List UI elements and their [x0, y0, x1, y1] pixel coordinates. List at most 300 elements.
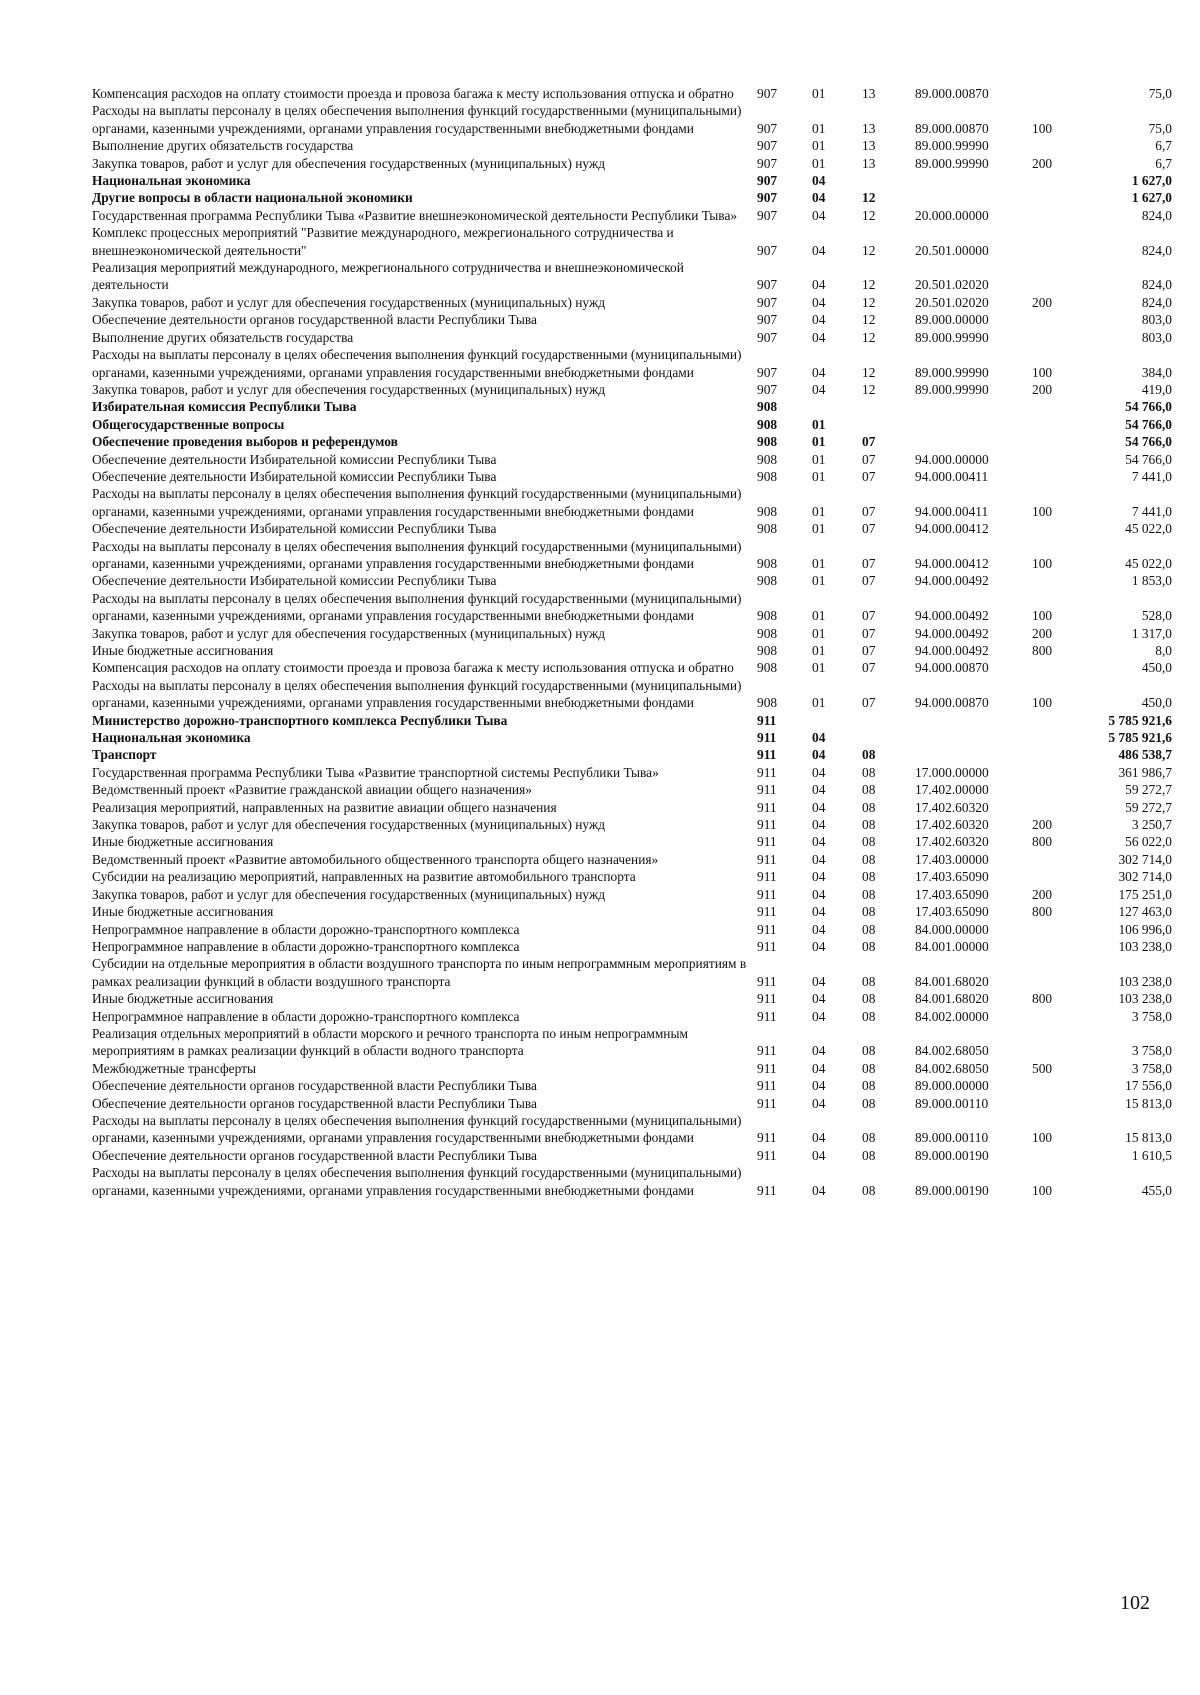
table-row	[92, 572, 1172, 589]
row-name: Государственная программа Республики Тыва «Развитие внешнеэкономической деятельности Республики Тыва»	[92, 207, 738, 223]
row-expense-type: 100	[1032, 695, 1053, 711]
row-target-article: 89.000.99990	[915, 155, 989, 171]
row-grbs-code: 911	[757, 851, 777, 867]
row-grbs-code: 911	[757, 869, 777, 885]
table-row	[92, 468, 1172, 485]
row-section-code: 01	[812, 451, 826, 467]
row-section-code: 01	[812, 416, 826, 432]
row-grbs-code: 911	[757, 973, 777, 989]
row-expense-type	[1032, 659, 1077, 676]
table-row	[92, 85, 1172, 102]
table-row	[92, 990, 1172, 1007]
row-grbs-code: 907	[757, 364, 778, 380]
row-expense-type	[1032, 799, 1077, 816]
row-expense-type: 100	[1032, 503, 1053, 519]
row-expense-type: 100	[1032, 364, 1053, 380]
row-section-code: 01	[812, 555, 826, 571]
row-target-article	[915, 712, 1032, 729]
row-grbs-code: 911	[757, 1147, 777, 1163]
row-grbs-code: 911	[757, 991, 777, 1007]
row-section-code: 04	[812, 904, 826, 920]
row-grbs-code: 907	[757, 138, 778, 154]
row-section-code: 04	[812, 207, 826, 223]
row-amount: 59 272,7	[1125, 782, 1172, 798]
row-amount: 17 556,0	[1125, 1078, 1172, 1094]
row-section-code: 01	[812, 643, 826, 658]
row-grbs-code: 911	[757, 817, 777, 833]
row-target-article: 89.000.00870	[915, 86, 989, 101]
row-target-article: 94.000.00492	[915, 643, 989, 658]
row-target-article: 17.000.00000	[915, 764, 989, 780]
row-expense-type	[1032, 572, 1077, 589]
row-grbs-code: 911	[757, 886, 777, 902]
row-subsection-code: 13	[862, 120, 876, 136]
row-subsection-code: 08	[862, 869, 876, 885]
row-grbs-code: 911	[757, 1182, 777, 1198]
row-target-article: 94.000.00000	[915, 451, 989, 467]
row-subsection-code: 07	[862, 625, 876, 641]
row-name: Расходы на выплаты персоналу в целях обеспечения выполнения функций государственными (муниципальными) органами, казенными учреждениями, органами управления государственными внебюджетными фондами	[92, 1165, 742, 1198]
row-amount: 15 813,0	[1125, 1095, 1172, 1111]
row-section-code: 04	[812, 1078, 826, 1094]
row-subsection-code	[862, 729, 915, 746]
table-row	[92, 781, 1172, 798]
row-expense-type: 800	[1032, 991, 1053, 1007]
row-name: Закупка товаров, работ и услуг для обеспечения государственных (муниципальных) нужд	[92, 155, 606, 171]
row-section-code: 04	[812, 991, 826, 1007]
row-name: Расходы на выплаты персоналу в целях обеспечения выполнения функций государственными (муниципальными) органами, казенными учреждениями, органами управления государственными внебюджетными фондами	[92, 103, 742, 136]
row-subsection-code: 08	[862, 973, 876, 989]
row-expense-type	[1032, 1008, 1077, 1025]
row-expense-type	[1032, 329, 1077, 346]
row-expense-type	[1032, 938, 1077, 955]
row-subsection-code: 07	[862, 695, 876, 711]
row-subsection-code: 12	[862, 207, 876, 223]
row-section-code: 04	[812, 782, 826, 798]
row-target-article: 17.403.00000	[915, 851, 989, 867]
row-subsection-code	[862, 398, 915, 415]
row-subsection-code: 08	[862, 799, 876, 815]
row-target-article	[915, 746, 1032, 763]
row-expense-type	[1032, 1077, 1077, 1094]
row-amount: 3 758,0	[1131, 1008, 1172, 1024]
row-subsection-code: 13	[862, 138, 876, 154]
row-grbs-code: 911	[757, 799, 777, 815]
row-expense-type: 800	[1032, 904, 1053, 920]
table-row	[92, 764, 1172, 781]
row-expense-type	[1032, 781, 1077, 798]
row-grbs-code: 911	[757, 1060, 777, 1076]
row-target-article: 94.000.00411	[915, 503, 989, 519]
row-subsection-code	[862, 172, 915, 189]
row-target-article: 94.000.00492	[915, 625, 989, 641]
row-grbs-code: 908	[757, 416, 778, 432]
row-expense-type: 200	[1032, 625, 1053, 641]
row-target-article: 84.001.68020	[915, 973, 989, 989]
row-section-code: 01	[812, 86, 826, 101]
row-target-article: 84.002.68050	[915, 1060, 989, 1076]
table-row	[92, 799, 1172, 816]
row-expense-type: 500	[1032, 1060, 1053, 1076]
row-target-article: 84.001.68020	[915, 991, 989, 1007]
row-expense-type	[1032, 712, 1077, 729]
table-row	[92, 520, 1172, 537]
row-name: Другие вопросы в области национальной экономики	[92, 190, 413, 206]
row-subsection-code	[862, 416, 915, 433]
row-name: Ведомственный проект «Развитие автомобильного общественного транспорта общего назначения»	[92, 851, 659, 867]
row-expense-type	[1032, 207, 1077, 224]
row-name: Субсидии на реализацию мероприятий, направленных на развитие автомобильного транспорта	[92, 869, 636, 885]
row-grbs-code: 907	[757, 277, 778, 293]
row-subsection-code: 07	[862, 660, 876, 676]
table-row	[92, 294, 1172, 311]
row-section-code: 01	[812, 573, 826, 589]
row-name: Иные бюджетные ассигнования	[92, 643, 274, 658]
row-section-code: 04	[812, 799, 826, 815]
row-grbs-code: 907	[757, 86, 778, 101]
row-subsection-code: 12	[862, 312, 876, 328]
row-grbs-code: 908	[757, 643, 778, 658]
table-row	[92, 642, 1172, 659]
row-expense-type	[1032, 137, 1077, 154]
table-row	[92, 172, 1172, 189]
row-amount: 1 627,0	[1131, 190, 1172, 206]
table-row	[92, 102, 1172, 137]
row-name: Расходы на выплаты персоналу в целях обеспечения выполнения функций государственными (муниципальными) органами, казенными учреждениями, органами управления государственными внебюджетными фондами	[92, 677, 742, 711]
row-name: Обеспечение деятельности Избирательной комиссии Республики Тыва	[92, 521, 497, 537]
row-expense-type	[1032, 868, 1077, 885]
row-target-article: 20.000.00000	[915, 207, 989, 223]
budget-table	[92, 85, 1172, 1199]
row-target-article: 20.501.02020	[915, 294, 989, 310]
row-subsection-code: 08	[862, 904, 876, 920]
row-target-article: 20.501.02020	[915, 277, 989, 293]
page-number: 102	[1120, 1592, 1150, 1614]
row-target-article: 89.000.99990	[915, 138, 989, 154]
row-section-code: 01	[812, 608, 826, 624]
row-name: Непрограммное направление в области дорожно-транспортного комплекса	[92, 938, 520, 954]
row-subsection-code: 12	[862, 381, 876, 397]
row-target-article: 89.000.00000	[915, 312, 989, 328]
row-section-code: 04	[812, 242, 826, 258]
row-subsection-code: 08	[862, 921, 876, 937]
table-row	[92, 659, 1172, 676]
row-grbs-code: 908	[757, 468, 778, 484]
row-grbs-code: 911	[757, 1043, 777, 1059]
row-amount: 824,0	[1141, 207, 1172, 223]
row-expense-type	[1032, 1025, 1077, 1060]
row-amount: 103 238,0	[1118, 938, 1172, 954]
table-row	[92, 712, 1172, 729]
table-row	[92, 311, 1172, 328]
row-target-article: 94.000.00870	[915, 695, 989, 711]
row-name: Компенсация расходов на оплату стоимости проезда и провоза багажа к месту использования отпуска и обратно	[92, 660, 734, 676]
row-name: Обеспечение деятельности органов государственной власти Республики Тыва	[92, 1147, 537, 1163]
row-name: Ведомственный проект «Развитие гражданской авиации общего назначения»	[92, 782, 532, 798]
row-target-article: 94.000.00411	[915, 468, 989, 484]
row-section-code: 04	[812, 277, 826, 293]
row-amount: 75,0	[1148, 120, 1172, 136]
row-subsection-code: 08	[862, 991, 876, 1007]
row-section-code: 01	[812, 660, 826, 676]
row-name: Обеспечение деятельности Избирательной комиссии Республики Тыва	[92, 468, 497, 484]
row-expense-type: 100	[1032, 608, 1053, 624]
row-subsection-code: 08	[862, 938, 876, 954]
row-subsection-code: 07	[862, 434, 876, 450]
row-amount: 803,0	[1141, 312, 1172, 328]
row-section-code: 01	[812, 120, 826, 136]
row-amount: 103 238,0	[1118, 991, 1172, 1007]
table-row	[92, 137, 1172, 154]
row-section-code: 04	[812, 1182, 826, 1198]
row-target-article: 84.000.00000	[915, 921, 989, 937]
row-name: Выполнение других обязательств государства	[92, 138, 354, 154]
table-row	[92, 590, 1172, 625]
row-grbs-code: 911	[757, 938, 777, 954]
row-subsection-code: 07	[862, 608, 876, 624]
table-row	[92, 1077, 1172, 1094]
row-amount: 455,0	[1141, 1182, 1172, 1198]
row-section-code: 04	[812, 1043, 826, 1059]
table-row	[92, 155, 1172, 172]
row-grbs-code: 911	[757, 1095, 777, 1111]
row-name: Иные бюджетные ассигнования	[92, 904, 274, 920]
row-amount: 3 758,0	[1131, 1043, 1172, 1059]
table-row	[92, 416, 1172, 433]
row-expense-type: 800	[1032, 834, 1053, 850]
table-row	[92, 485, 1172, 520]
row-grbs-code: 911	[757, 1078, 777, 1094]
row-section-code: 04	[812, 173, 826, 189]
table-row	[92, 189, 1172, 206]
row-grbs-code: 911	[757, 1130, 777, 1146]
row-section-code: 01	[812, 521, 826, 537]
row-name: Непрограммное направление в области дорожно-транспортного комплекса	[92, 921, 520, 937]
row-target-article: 84.001.00000	[915, 938, 989, 954]
row-expense-type	[1032, 451, 1077, 468]
row-amount: 419,0	[1141, 381, 1172, 397]
row-subsection-code: 07	[862, 521, 876, 537]
row-expense-type	[1032, 85, 1077, 102]
row-name: Закупка товаров, работ и услуг для обеспечения государственных (муниципальных) нужд	[92, 625, 606, 641]
row-section-code: 04	[812, 730, 826, 746]
row-grbs-code: 907	[757, 173, 778, 189]
row-subsection-code: 12	[862, 277, 876, 293]
row-name: Транспорт	[92, 747, 157, 763]
row-subsection-code: 08	[862, 1095, 876, 1111]
table-row	[92, 1008, 1172, 1025]
row-grbs-code: 908	[757, 555, 778, 571]
row-grbs-code: 908	[757, 573, 778, 589]
row-expense-type	[1032, 955, 1077, 990]
row-expense-type	[1032, 1095, 1077, 1112]
row-amount: 1 627,0	[1131, 173, 1172, 189]
row-amount: 302 714,0	[1118, 869, 1172, 885]
row-subsection-code: 08	[862, 886, 876, 902]
row-amount: 15 813,0	[1125, 1130, 1172, 1146]
row-grbs-code: 908	[757, 521, 778, 537]
row-section-code: 04	[812, 869, 826, 885]
row-target-article: 17.403.65090	[915, 886, 989, 902]
row-name: Иные бюджетные ассигнования	[92, 834, 274, 850]
row-name: Обеспечение проведения выборов и референдумов	[92, 434, 398, 450]
row-section-code	[812, 398, 862, 415]
row-name: Расходы на выплаты персоналу в целях обеспечения выполнения функций государственными (муниципальными) органами, казенными учреждениями, органами управления государственными внебюджетными фондами	[92, 590, 742, 624]
row-subsection-code: 07	[862, 451, 876, 467]
row-name: Реализация мероприятий международного, межрегионального сотрудничества и внешнеэкономической деятельности	[92, 260, 684, 293]
row-amount: 824,0	[1141, 294, 1172, 310]
row-expense-type	[1032, 259, 1077, 294]
row-section-code: 04	[812, 1130, 826, 1146]
row-name: Реализация отдельных мероприятий в области морского и речного транспорта по иным непрограммным мероприятиям в рамках реализации функций в области водного транспорта	[92, 1025, 688, 1059]
row-target-article: 89.000.00870	[915, 120, 989, 136]
table-row	[92, 538, 1172, 573]
row-amount: 56 022,0	[1125, 834, 1172, 850]
table-row	[92, 1095, 1172, 1112]
row-name: Межбюджетные трансферты	[92, 1060, 256, 1076]
row-name: Закупка товаров, работ и услуг для обеспечения государственных (муниципальных) нужд	[92, 381, 606, 397]
table-row	[92, 381, 1172, 398]
row-expense-type: 200	[1032, 294, 1053, 310]
row-subsection-code: 07	[862, 643, 876, 658]
row-section-code: 01	[812, 625, 826, 641]
row-section-code: 04	[812, 851, 826, 867]
row-subsection-code: 08	[862, 1130, 876, 1146]
row-target-article	[915, 729, 1032, 746]
row-subsection-code: 08	[862, 1147, 876, 1163]
row-grbs-code: 911	[757, 730, 777, 746]
row-expense-type	[1032, 224, 1077, 259]
row-target-article: 89.000.99990	[915, 329, 989, 345]
row-subsection-code: 12	[862, 329, 876, 345]
row-name: Избирательная комиссия Республики Тыва	[92, 399, 357, 415]
row-expense-type	[1032, 468, 1077, 485]
row-grbs-code: 911	[757, 921, 777, 937]
row-name: Расходы на выплаты персоналу в целях обеспечения выполнения функций государственными (муниципальными) органами, казенными учреждениями, органами управления государственными внебюджетными фондами	[92, 1112, 742, 1146]
row-grbs-code: 908	[757, 434, 778, 450]
row-name: Государственная программа Республики Тыва «Развитие транспортной системы Республики Тыва»	[92, 764, 659, 780]
row-amount: 6,7	[1155, 155, 1172, 171]
row-name: Обеспечение деятельности органов государственной власти Республики Тыва	[92, 1095, 537, 1111]
row-target-article: 89.000.99990	[915, 381, 989, 397]
row-name: Закупка товаров, работ и услуг для обеспечения государственных (муниципальных) нужд	[92, 294, 606, 310]
table-row	[92, 833, 1172, 850]
row-section-code: 04	[812, 190, 826, 206]
row-expense-type: 100	[1032, 555, 1053, 571]
row-grbs-code: 908	[757, 660, 778, 676]
row-expense-type: 200	[1032, 817, 1053, 833]
row-name: Расходы на выплаты персоналу в целях обеспечения выполнения функций государственными (муниципальными) органами, казенными учреждениями, органами управления государственными внебюджетными фондами	[92, 347, 742, 380]
row-expense-type	[1032, 746, 1077, 763]
row-name: Закупка товаров, работ и услуг для обеспечения государственных (муниципальных) нужд	[92, 817, 606, 833]
row-section-code: 04	[812, 938, 826, 954]
row-amount: 5 785 921,6	[1108, 730, 1172, 746]
row-name: Выполнение других обязательств государства	[92, 329, 354, 345]
row-expense-type: 100	[1032, 1182, 1053, 1198]
row-subsection-code: 12	[862, 364, 876, 380]
row-section-code: 04	[812, 747, 826, 763]
row-subsection-code: 08	[862, 1008, 876, 1024]
row-grbs-code: 911	[757, 834, 777, 850]
row-grbs-code: 907	[757, 329, 778, 345]
row-target-article: 89.000.00000	[915, 1078, 989, 1094]
row-amount: 59 272,7	[1125, 799, 1172, 815]
row-subsection-code: 07	[862, 468, 876, 484]
row-section-code: 04	[812, 921, 826, 937]
row-target-article: 20.501.00000	[915, 242, 989, 258]
row-subsection-code: 08	[862, 782, 876, 798]
row-target-article: 89.000.00110	[915, 1095, 989, 1111]
row-grbs-code: 908	[757, 451, 778, 467]
row-section-code: 01	[812, 138, 826, 154]
row-grbs-code: 908	[757, 695, 778, 711]
row-name: Субсидии на отдельные мероприятия в области воздушного транспорта по иным непрограммным мероприятиям в рамках реализации функций в области воздушного транспорта	[92, 956, 747, 989]
row-amount: 45 022,0	[1125, 521, 1172, 537]
row-name: Национальная экономика	[92, 730, 251, 746]
row-section-code: 01	[812, 468, 826, 484]
row-amount: 8,0	[1155, 643, 1172, 658]
row-grbs-code: 908	[757, 503, 778, 519]
row-amount: 1 317,0	[1131, 625, 1172, 641]
row-section-code: 04	[812, 1060, 826, 1076]
row-section-code: 04	[812, 381, 826, 397]
row-target-article: 84.002.68050	[915, 1043, 989, 1059]
table-row	[92, 451, 1172, 468]
row-expense-type	[1032, 172, 1077, 189]
row-target-article: 89.000.99990	[915, 364, 989, 380]
row-name: Расходы на выплаты персоналу в целях обеспечения выполнения функций государственными (муниципальными) органами, казенными учреждениями, органами управления государственными внебюджетными фондами	[92, 538, 742, 571]
row-subsection-code: 12	[862, 242, 876, 258]
row-name: Реализация мероприятий, направленных на развитие авиации общего назначения	[92, 799, 557, 815]
row-subsection-code: 08	[862, 1043, 876, 1059]
row-amount: 54 766,0	[1125, 399, 1172, 415]
row-subsection-code: 08	[862, 747, 876, 763]
row-amount: 127 463,0	[1118, 904, 1172, 920]
row-amount: 175 251,0	[1118, 886, 1172, 902]
row-subsection-code: 08	[862, 817, 876, 833]
row-grbs-code: 911	[757, 712, 777, 728]
table-row	[92, 625, 1172, 642]
row-section-code: 04	[812, 364, 826, 380]
table-row	[92, 729, 1172, 746]
row-subsection-code: 12	[862, 294, 876, 310]
row-expense-type: 800	[1032, 643, 1053, 658]
row-subsection-code: 08	[862, 834, 876, 850]
row-name: Общегосударственные вопросы	[92, 416, 285, 432]
table-row	[92, 259, 1172, 294]
table-row	[92, 433, 1172, 450]
row-expense-type: 200	[1032, 155, 1053, 171]
row-amount: 450,0	[1141, 660, 1172, 676]
row-target-article: 17.403.65090	[915, 869, 989, 885]
row-section-code: 01	[812, 695, 826, 711]
table-row	[92, 1060, 1172, 1077]
table-row	[92, 398, 1172, 415]
row-amount: 528,0	[1141, 608, 1172, 624]
row-name: Закупка товаров, работ и услуг для обеспечения государственных (муниципальных) нужд	[92, 886, 606, 902]
row-amount: 1 853,0	[1131, 573, 1172, 589]
row-target-article	[915, 189, 1032, 206]
row-target-article	[915, 398, 1032, 415]
row-amount: 7 441,0	[1131, 503, 1172, 519]
row-expense-type: 100	[1032, 1130, 1053, 1146]
row-section-code: 01	[812, 503, 826, 519]
row-grbs-code: 911	[757, 764, 777, 780]
row-section-code: 04	[812, 1008, 826, 1024]
row-amount: 3 250,7	[1131, 817, 1172, 833]
table-row	[92, 816, 1172, 833]
row-target-article: 94.000.00412	[915, 555, 989, 571]
